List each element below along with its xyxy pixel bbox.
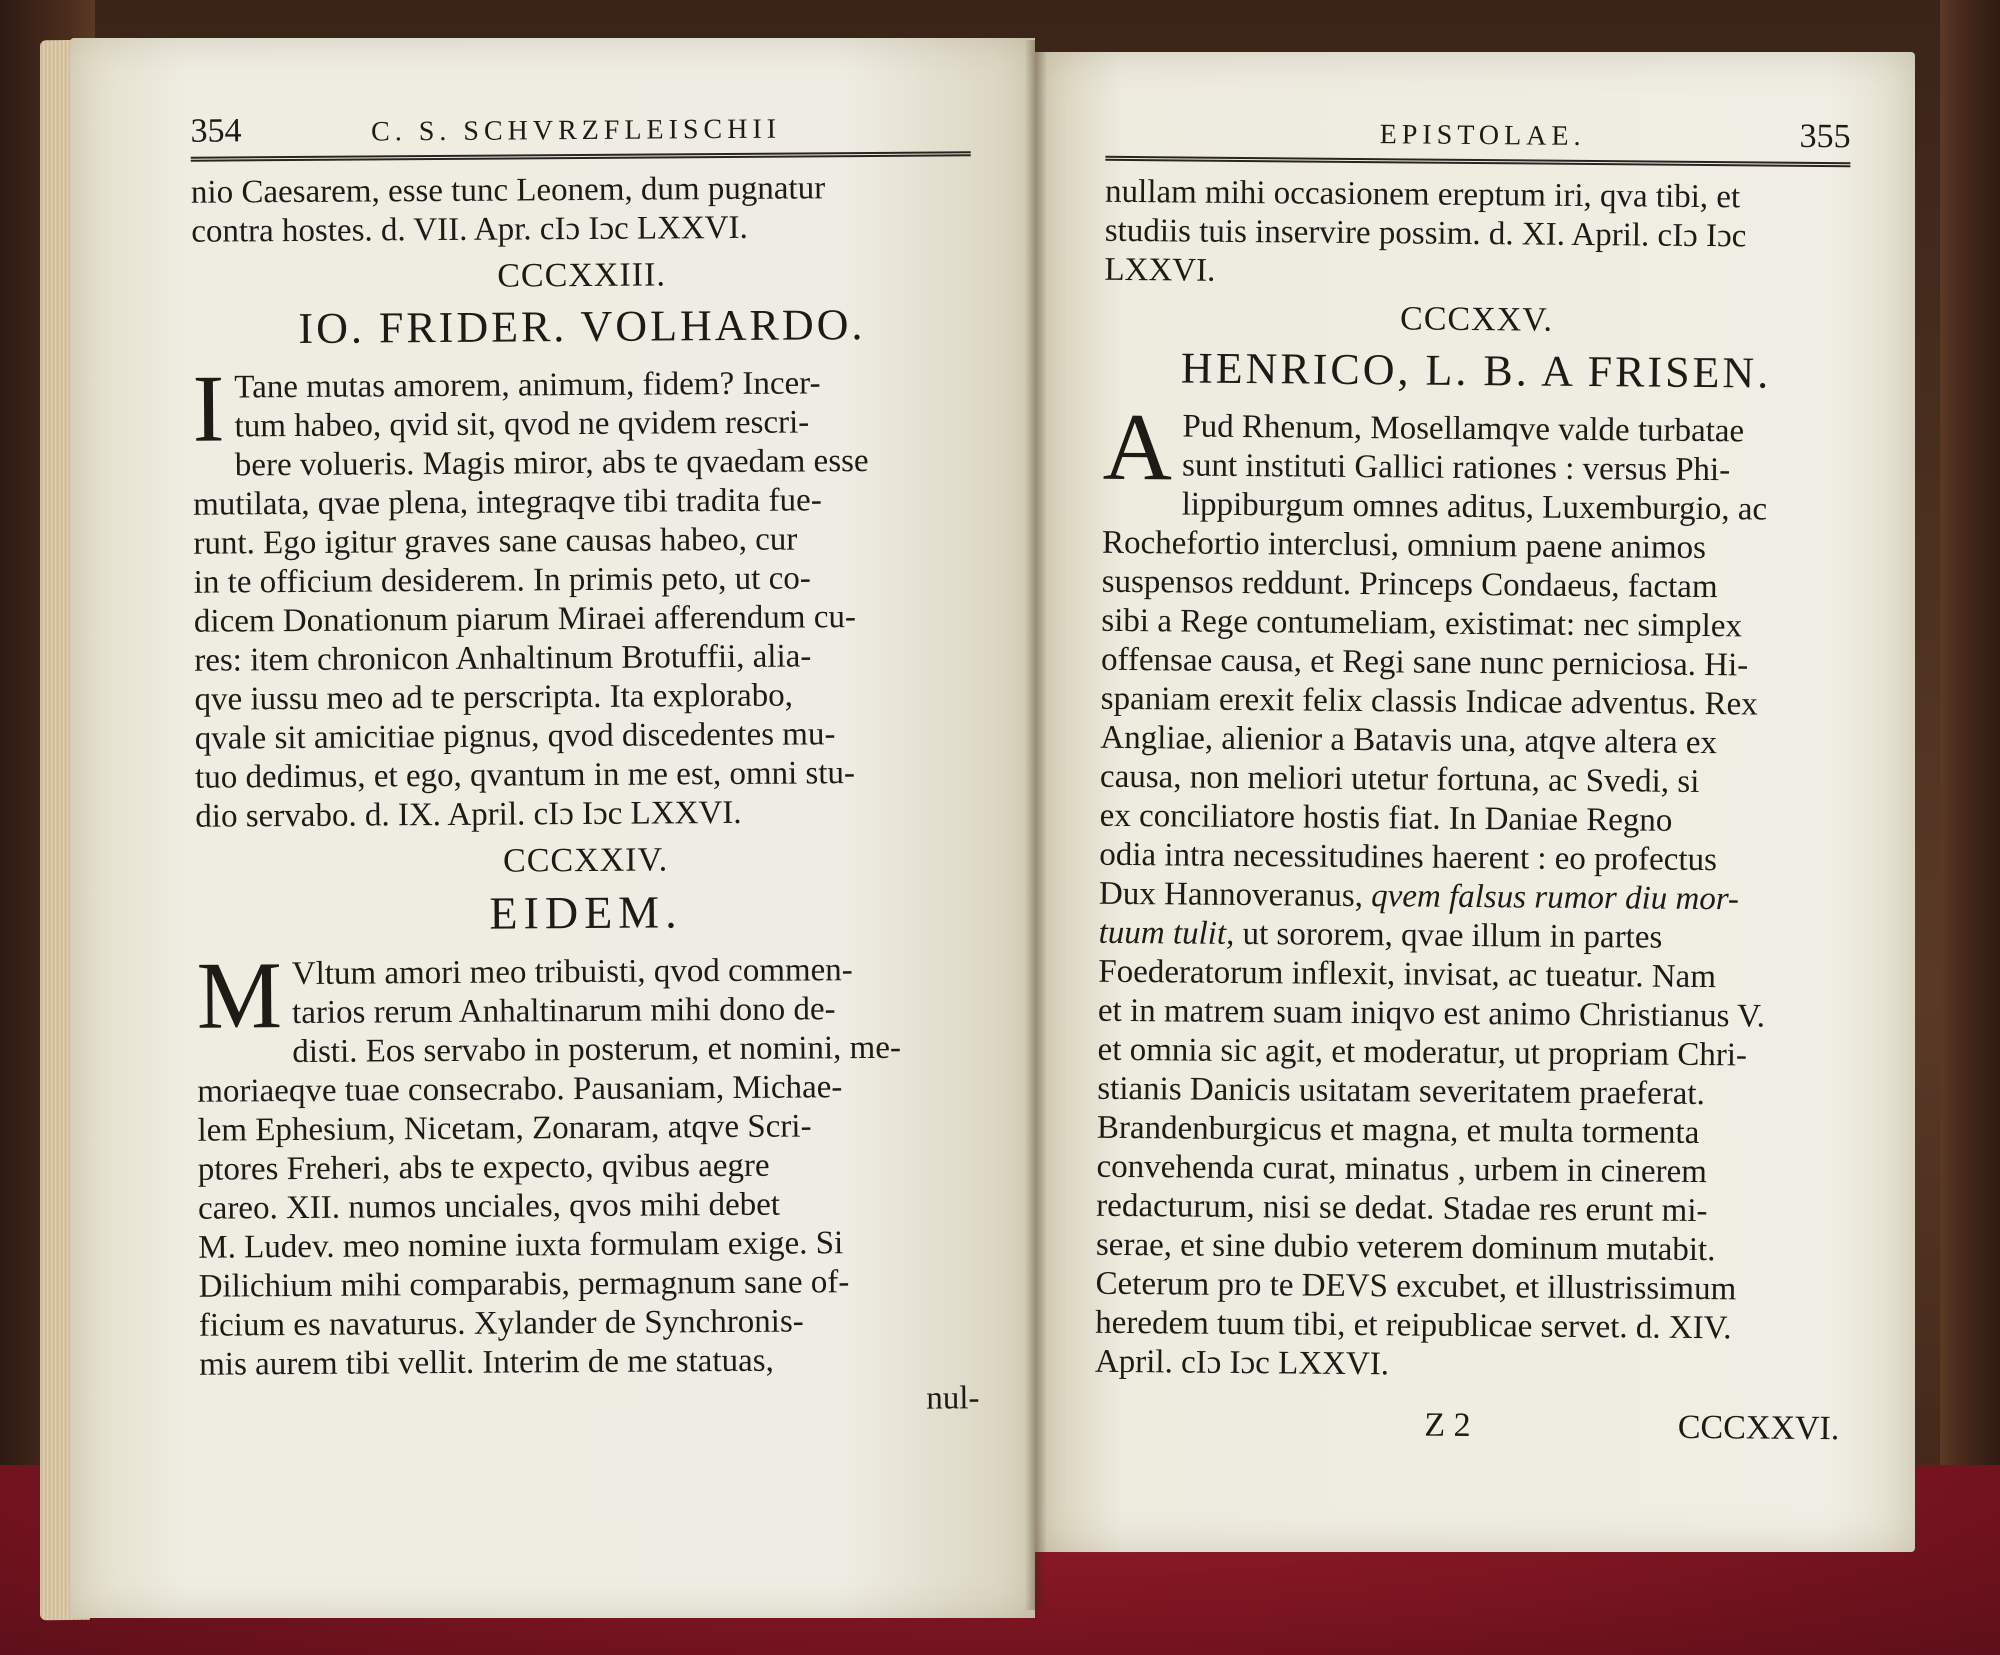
text-line: tuo dedimus, et ego, qvantum in me est, omni stu- (194, 755, 856, 796)
letter-number: CCCXXV. (1399, 300, 1554, 339)
text-line: sunt instituti Gallici rationes : versus Phi- (1181, 447, 1731, 489)
text-line: et omnia sic agit, et moderatur, ut propriam Chri- (1097, 1031, 1748, 1074)
running-head: EPISTOLAE. (1379, 119, 1586, 152)
text-line: bere volueris. Magis miror, abs te qvaedam esse (234, 443, 869, 484)
text-line (1099, 875, 1844, 920)
italic-text-segment: qvem falsus rumor diu mor- (1371, 878, 1740, 918)
text-line: disti. Eos servabo in posterum, et nomini, me- (292, 1029, 902, 1071)
text-line: tum habeo, qvid sit, qvod ne qvidem rescri- (234, 404, 810, 445)
text-line: LXXVI. (1104, 251, 1216, 289)
left-page-text (190, 107, 979, 1423)
letter-number: CCCXXIII. (497, 256, 667, 295)
text-line: April. cIɔ Iɔc LXXVI. (1094, 1343, 1390, 1383)
text-line: qvale sit amicitiae pignus, qvod discedentes mu- (194, 716, 836, 757)
text-line: lippiburgum omnes aditus, Luxemburgio, ac (1181, 486, 1768, 528)
text-line: Ceterum pro te DEVS excubet, et illustrissimum (1095, 1265, 1737, 1308)
letter-addressee: IO. FRIDER. VOLHARDO. (298, 300, 866, 353)
text-segment: ut sororem, qvae illum in partes (1242, 916, 1663, 956)
page-number: 354 (190, 112, 242, 150)
text-line: causa, non meliori utetur fortuna, ac Svedi, si (1099, 758, 1700, 800)
text-line: Angliae, alienior a Batavis una, atqve altera ex (1100, 719, 1718, 762)
text-line: Rochefortio interclusi, omnium paene animos (1101, 524, 1707, 567)
text-line: ptores Freheri, abs te expecto, qvibus aegre (197, 1147, 770, 1188)
text-line: mutilata, qvae plena, integraqve tibi tradita fue- (193, 482, 822, 523)
text-line: in te officium desiderem. In primis peto, ut co- (193, 560, 811, 601)
text-line: tarios rerum Anhaltinarum mihi dono de- (291, 991, 836, 1032)
text-line: Tane mutas amorem, animum, fidem? Incer- (234, 365, 821, 406)
text-line: nio Caesarem, esse tunc Leonem, dum pugnatur (190, 170, 826, 211)
wooden-stand-right (1940, 0, 2000, 1520)
text-line: studiis tuis inservire possim. d. XI. April. cIɔ Iɔc (1104, 212, 1747, 255)
letter-addressee: HENRICO, L. B. A FRISEN. (1180, 343, 1772, 398)
text-line: et in matrem suam iniqvo est animo Christianus V. (1097, 992, 1766, 1035)
text-line: lem Ephesium, Nicetam, Zonaram, atqve Scri- (197, 1108, 812, 1149)
page-footer (1094, 1404, 1839, 1448)
text-line: moriaeqve tuae consecrabo. Pausaniam, Michae- (197, 1069, 843, 1110)
text-line: dio servabo. d. IX. April. cIɔ Iɔc LXXVI. (195, 794, 742, 835)
text-line: redacturum, nisi se dedat. Stadae res erunt mi- (1096, 1187, 1708, 1230)
text-line: offensae causa, et Regi sane nunc perniciosa. Hi- (1100, 641, 1749, 684)
text-line: runt. Ego igitur graves sane causas habeo, cur (193, 521, 798, 562)
text-line: suspensos reddunt. Princeps Condaeus, factam (1101, 563, 1718, 606)
drop-cap: A (1102, 392, 1173, 501)
text-line: res: item chronicon Anhaltinum Brotuffii, alia- (194, 638, 812, 679)
letter-number: CCCXXIV. (502, 841, 669, 880)
text-line: contra hostes. d. VII. Apr. cIɔ Iɔc LXXVI. (191, 209, 748, 250)
text-line: spaniam erexit felix classis Indicae adventus. Rex (1100, 680, 1758, 723)
text-line: Vltum amori meo tribuisti, qvod commen- (291, 952, 853, 993)
text-line: odia intra necessitudines haerent : eo profectus (1099, 836, 1718, 879)
catchword: CCCXXVI. (1677, 1408, 1840, 1448)
text-line: heredem tuum tibi, et reipublicae servet. d. XIV. (1095, 1304, 1732, 1347)
italic-text-segment: tuum tulit, (1098, 914, 1235, 952)
text-line: sibi a Rege contumeliam, existimat: nec simplex (1101, 602, 1743, 645)
text-line: ficium es navaturus. Xylander de Synchronis- (198, 1303, 804, 1344)
page-number: 355 (1799, 117, 1851, 156)
text-line: stianis Danicis usitatam severitatem praeferat. (1097, 1070, 1705, 1113)
text-line: Dilichium mihi comparabis, permagnum sane of- (198, 1264, 850, 1305)
right-page-text (1094, 112, 1851, 1448)
text-line: M. Ludev. meo nomine iuxta formulam exige. Si (198, 1225, 844, 1266)
text-line: Foederatorum inflexit, invisat, ac tueatur. Nam (1098, 953, 1717, 996)
text-line: ex conciliatore hostis fiat. In Daniae Regno (1099, 797, 1673, 839)
text-line: Pud Rhenum, Mosellamqve valde turbatae (1182, 408, 1745, 450)
text-line: serae, et sine dubio veterem dominum mutabit. (1095, 1226, 1716, 1269)
letter-body (1094, 392, 1848, 1388)
right-page-header (1105, 112, 1850, 167)
text-line: dicem Donationum piarum Miraei afferendum cu- (193, 599, 857, 640)
text-segment: Dux Hannoveranus, (1098, 875, 1364, 915)
text-line (1098, 914, 1843, 959)
letter-addressee: EIDEM. (489, 886, 683, 939)
text-line: convehenda curat, minatus , urbem in cinerem (1096, 1148, 1708, 1191)
drop-cap: M (196, 941, 283, 1049)
running-head: C. S. SCHVRZFLEISCHII (370, 113, 782, 148)
text-line: careo. XII. numos unciales, qvos mihi debet (197, 1186, 781, 1227)
text-line: nullam mihi occasionem ereptum iri, qva tibi, et (1104, 173, 1741, 216)
text-line: qve iussu meo ad te perscripta. Ita explorabo, (194, 677, 794, 718)
letter-body (192, 354, 975, 836)
text-line: Brandenburgicus et magna, et multa tormenta (1096, 1109, 1700, 1151)
left-page-header (190, 107, 970, 161)
drop-cap: I (192, 354, 225, 462)
letter-body (196, 941, 980, 1423)
text-line: mis aurem tibi vellit. Interim de me statuas, (199, 1342, 774, 1383)
catchword: nul- (926, 1380, 980, 1417)
book-gutter (1025, 40, 1047, 1610)
signature-mark: Z 2 (1424, 1406, 1471, 1445)
